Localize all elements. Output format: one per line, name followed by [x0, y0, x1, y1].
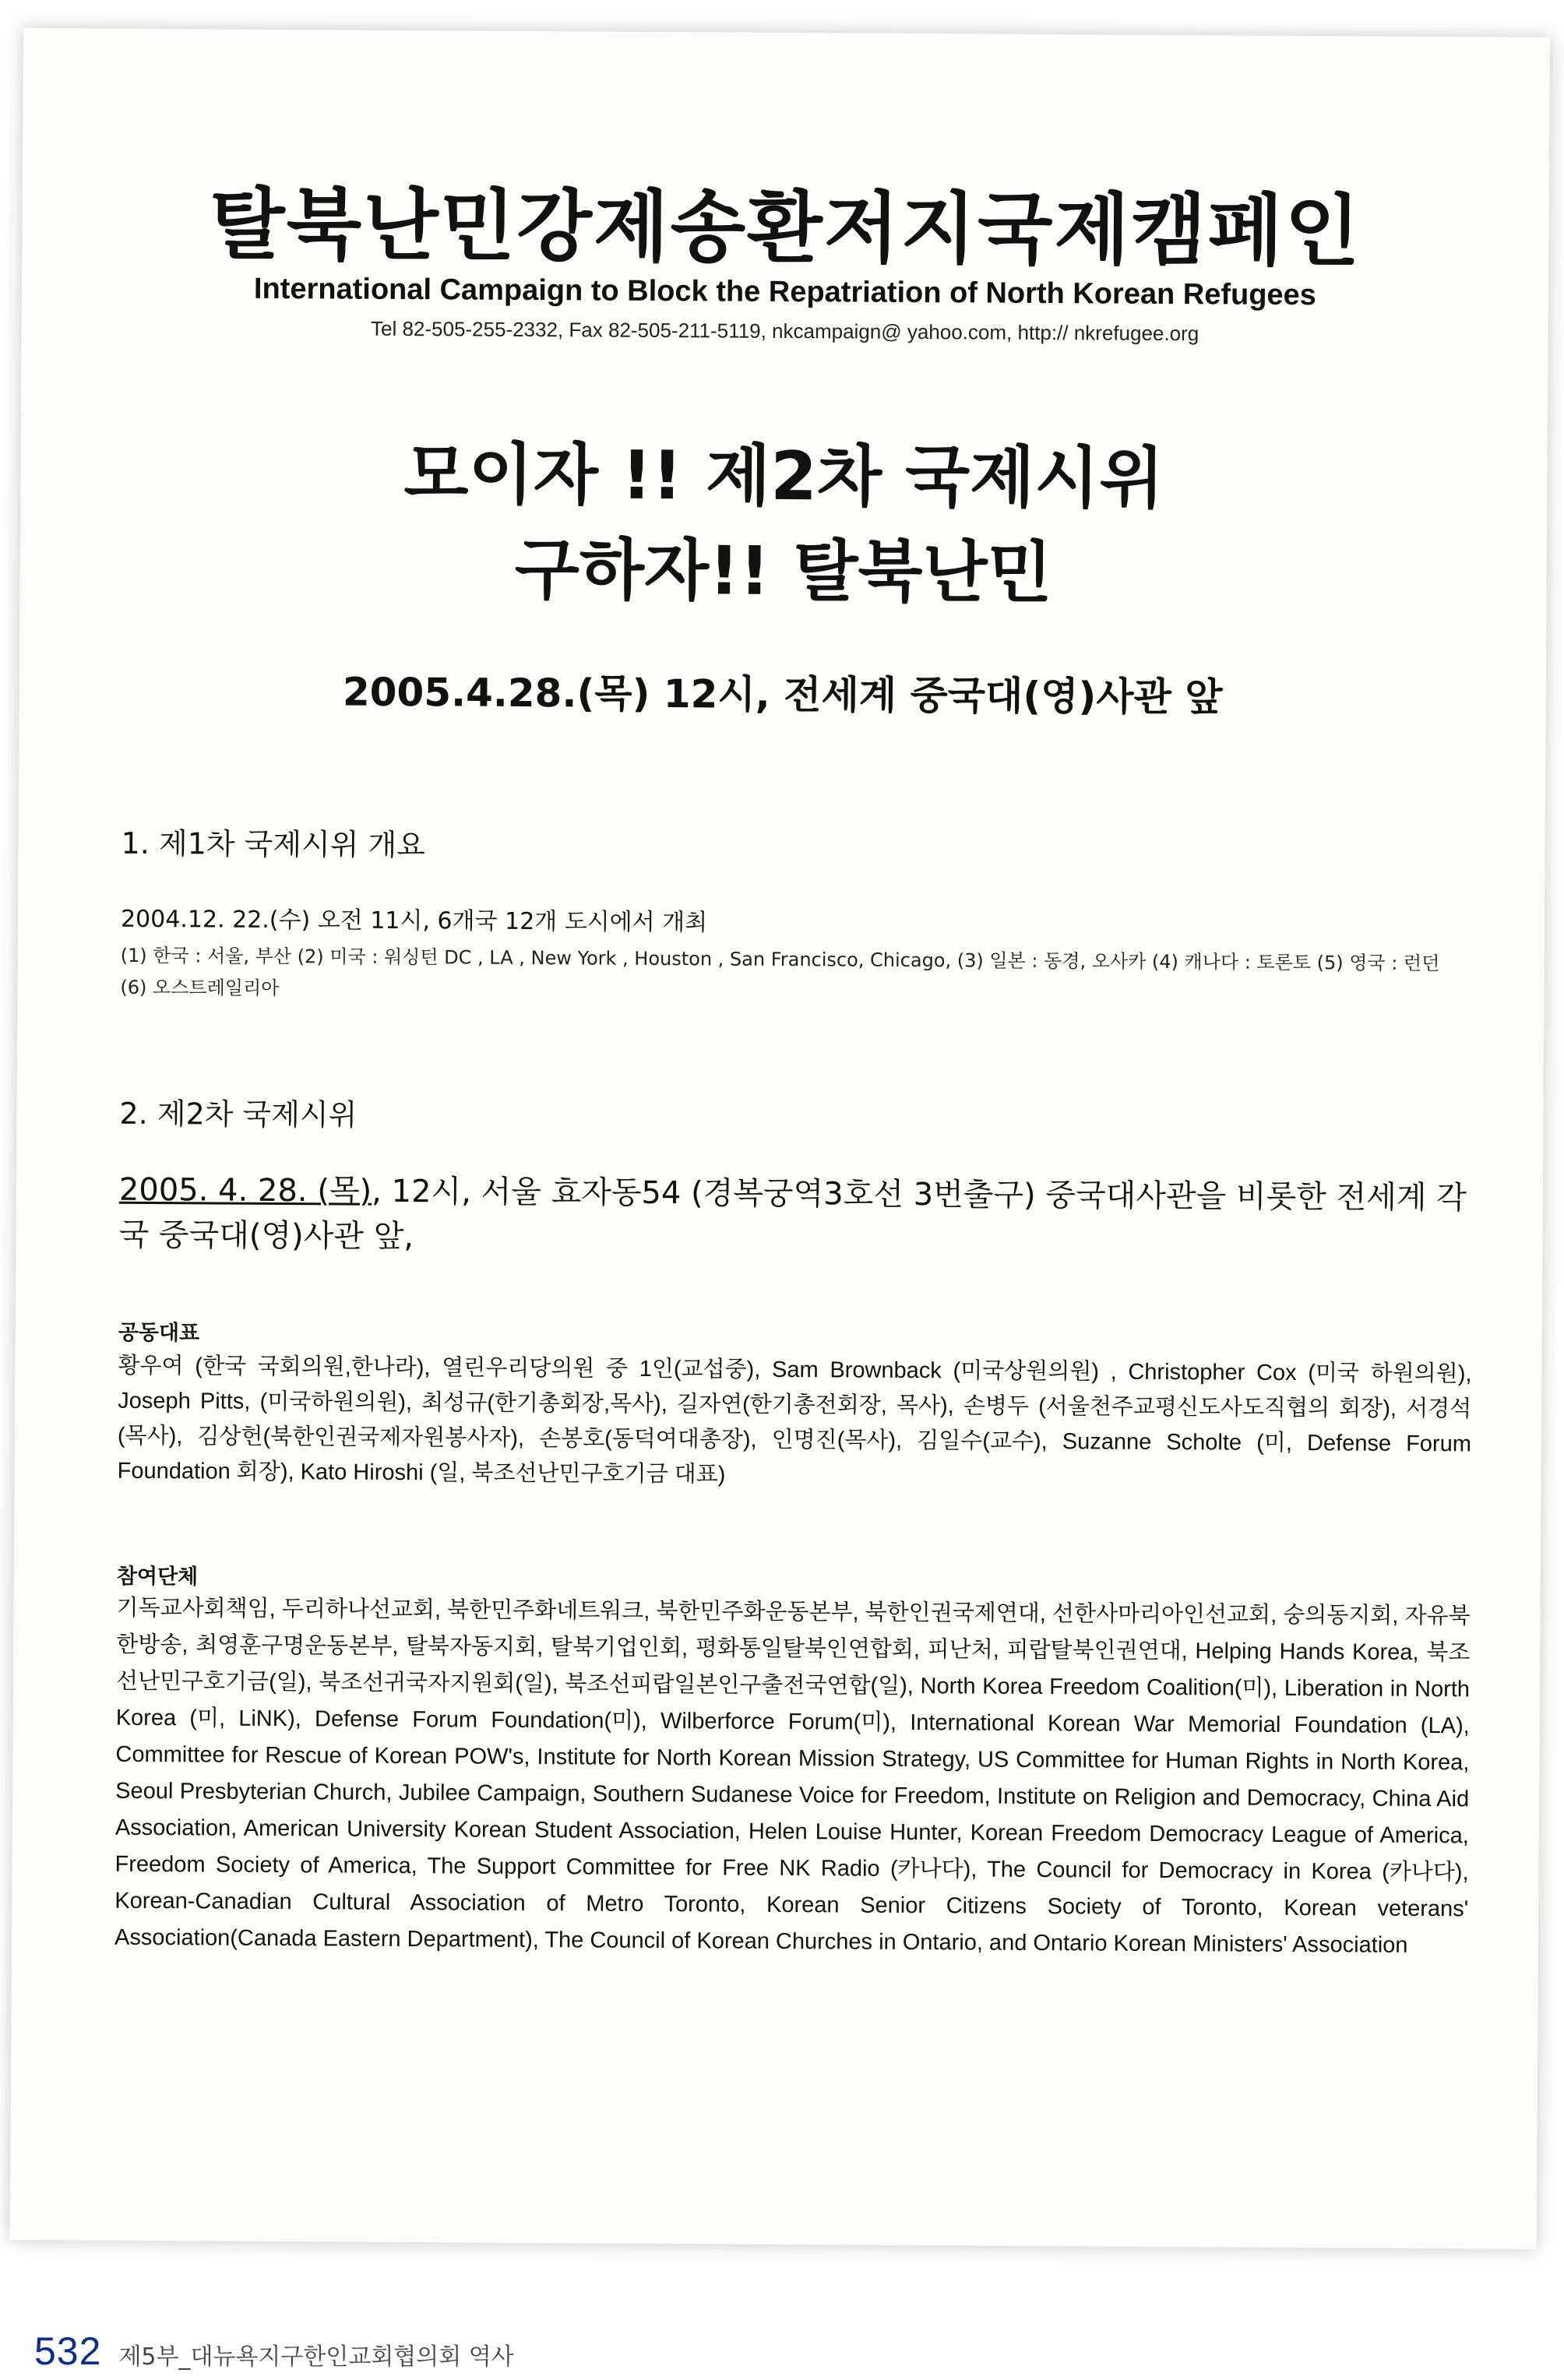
- headline-rescue: 구하자!! 탈북난민: [514, 530, 1053, 613]
- contact-line: Tel 82-505-255-2332, Fax 82-505-211-5119, nkcampaign@ yahoo.com, http:// nkrefugee.org: [370, 316, 1199, 346]
- representatives-label: 공동대표: [118, 1320, 200, 1346]
- section-2-detail: [118, 1167, 1474, 1266]
- page-number: 532: [34, 2329, 102, 2373]
- representatives-list: 황우여 (한국 국회의원,한나라), 열린우리당의원 중 1인(교섭중), Sam Brownback (미국상원의원) , Christopher Cox (미국 하원의원), Joseph Pitts, (미국하원의원), 최성규(한기총회장,목사), 길자연(한기총전회장, 목사), 손병두 (서울천주교평신도사도직협의 회장), 서경석(목사), 김상헌(북한인권국제자원봉사자), 손봉호(동덕여대총장), 인명진(목사), 김일수(교수), Suzanne Scholte (미, Defense Forum Foundation 회장), Kato Hiroshi (일, 북조선난민구호기금 대표): [117, 1353, 1472, 1488]
- organization-korean-title: 탈북난민강제송환저지국제캠페인: [209, 178, 1362, 277]
- section-2-heading: 2. 제2차 국제시위: [119, 1096, 358, 1132]
- section-2-date: 2005. 4. 28. (목): [118, 1171, 372, 1209]
- headline-gather: 모이자 !! 제2차 국제시위: [403, 435, 1164, 518]
- participants-label: 참여단체: [116, 1564, 199, 1590]
- section-1-date-line: 2004.12. 22.(수) 오전 11시, 6개국 12개 도시에서 개최: [120, 905, 708, 937]
- event-line: 2005.4.28.(목) 12시, 전세계 중국대(영)사관 앞: [342, 669, 1223, 720]
- page-footer: [34, 2329, 514, 2374]
- participants-list: 기독교사회책임, 두리하나선교회, 북한민주화네트워크, 북한민주화운동본부, 북한인권국제연대, 선한사마리아인선교회, 숭의동지회, 자유북한방송, 최영훈구명운동본부, 탈북자동지회, 탈북기업인회, 평화통일탈북인연합회, 피난처, 피랍탈북인권연대, Helping Hands Korea, 북조선난민구호기금(일), 북조선귀국자지원회(일), 북조선피랍일본인구출전국연합(일), North Korea Freedom Coalition(미), Liberation in North Korea (미, LiNK), Defense Forum Foundation(미), Wilberforce Forum(미), International Korean War Memorial Foundation (LA), Committee for Rescue of Korean POW's, Institute for North Korean Mission Strategy, US Committee for Human Rights in North Korea, Seoul Presbyterian Church, Jubilee Campaign, Southern Sudanese Voice for Freedom, Institute on Religion and Democracy, China Aid Association, American University Korean Student Association, Helen Louise Hunter, Korean Freedom Democracy League of America, Freedom Society of America, The Support Committee for Free NK Radio (카나다), The Council for Democracy in Korea (카나다), Korean-Canadian Cultural Association of Metro Toronto, Korean Senior Citizens Society of Toronto, Korean veterans' Association(Canada Eastern Department), The Council of Korean Churches in Ontario, and Ontario Korean Ministers' Association: [114, 1595, 1471, 1958]
- scanned-flyer: [10, 28, 1550, 2249]
- section-1-cities: (1) 한국 : 서울, 부산 (2) 미국 : 워싱턴 DC , LA , New York , Houston , San Francisco, Chicago, (3) 일본 : 동경, 오사카 (4) 캐나다 : 토론토 (5) 영국 : 런던 (6) 오스트레일리아: [120, 944, 1440, 1000]
- organization-english-title: International Campaign to Block the Repatriation of North Korean Refugees: [253, 272, 1317, 312]
- book-section-title: 제5부_대뉴욕지구한인교회협의회 역사: [118, 2343, 514, 2371]
- section-2-location: , 12시, 서울 효자동54 (경복궁역3호선 3번출구) 중국대사관을 비롯한 전세계 각국 중국대(영)사관 앞,: [118, 1173, 1467, 1255]
- section-1-heading: 1. 제1차 국제시위 개요: [121, 826, 426, 863]
